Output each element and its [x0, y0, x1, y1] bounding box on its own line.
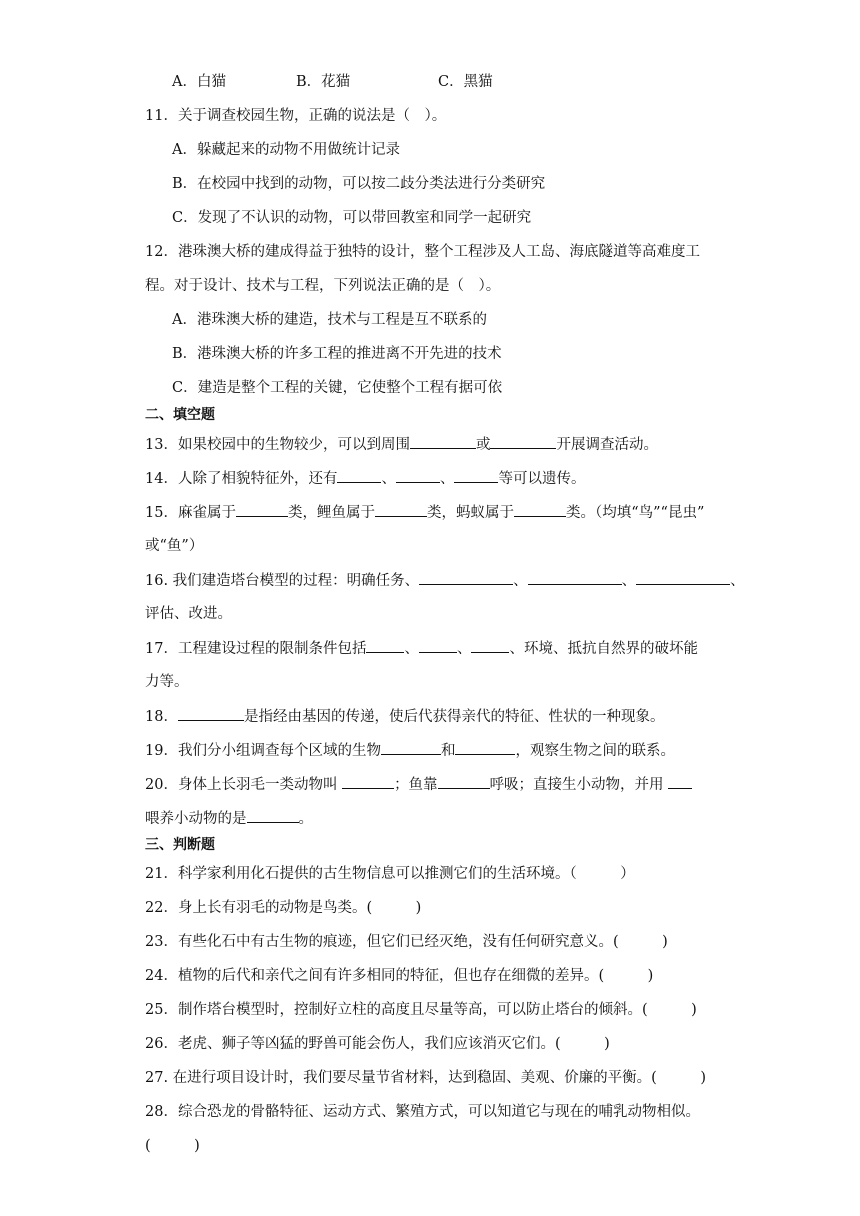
q14 [145, 468, 585, 489]
q26: 26．老虎、狮子等凶猛的野兽可能会伤人，我们应该消灭它们。( ) [145, 1036, 610, 1052]
q18-blank-1[interactable] [178, 706, 244, 721]
q17-blank-3[interactable] [471, 638, 509, 653]
q15-text-4: 类。（均填“鸟”“昆虫” [565, 505, 705, 521]
q11-option-b: B．在校园中找到的动物，可以按二歧分类法进行分类研究 [172, 176, 546, 192]
q11-option-a: A．躲藏起来的动物不用做统计记录 [172, 142, 400, 158]
q20-blank-4[interactable] [247, 808, 299, 823]
q25: 25．制作塔台模型时，控制好立柱的高度且尽量等高，可以防止塔台的倾斜。( ) [145, 1002, 697, 1018]
q19-text-3: ，观察生物之间的联系。 [515, 743, 675, 759]
q13-text-3: 开展调查活动。 [556, 437, 658, 453]
q15-text-2: 类，鲤鱼属于 [287, 505, 375, 521]
q13 [145, 434, 658, 455]
section-judgment-title: 三、判断题 [145, 837, 215, 853]
q20-blank-1[interactable] [342, 774, 394, 789]
q24: 24．植物的后代和亲代之间有许多相同的特征，但也存在细微的差异。( ) [145, 968, 654, 984]
q20-text-5: 。 [298, 811, 313, 827]
q15-text-1: 15．麻雀属于 [145, 505, 236, 521]
section-fill-in-title: 二、填空题 [145, 407, 215, 423]
q19-blank-1[interactable] [381, 740, 441, 755]
q20-text-1: 20．身体上长羽毛一类动物叫 [145, 777, 343, 793]
q18-text-2: 是指经由基因的传递，使后代获得亲代的特征、性状的一种现象。 [243, 709, 665, 725]
q20-blank-2[interactable] [438, 774, 490, 789]
q19-text-1: 19．我们分小组调查每个区域的生物 [145, 743, 381, 759]
q12-stem-line1: 12．港珠澳大桥的建成得益于独特的设计，整个工程涉及人工岛、海底隧道等高难度工 [145, 244, 700, 260]
q19 [145, 740, 675, 761]
q17-text-1: 17．工程建设过程的限制条件包括 [145, 641, 367, 657]
q13-text-2: 或 [475, 437, 491, 453]
q16-sep-2: 、 [621, 573, 637, 589]
q14-blank-1[interactable] [337, 468, 381, 483]
q12-option-b: B．港珠澳大桥的许多工程的推进离不开先进的技术 [172, 346, 502, 362]
q28-line2: ( ) [145, 1138, 200, 1154]
q13-blank-2[interactable] [490, 434, 556, 449]
q16-blank-1[interactable] [419, 570, 513, 585]
q15-line1 [145, 502, 704, 523]
q14-sep-2: 、 [439, 471, 455, 487]
q20-line1 [145, 774, 692, 795]
q20-blank-3[interactable] [668, 774, 692, 789]
q21: 21．科学家利用化石提供的古生物信息可以推测它们的生活环境。（ ） [145, 866, 635, 882]
q15-line2: 或“鱼”） [145, 538, 204, 554]
q20-text-2: ；鱼靠 [394, 777, 438, 793]
q17-text-2: 、环境、抵抗自然界的破坏能 [509, 641, 698, 657]
q17-line2: 力等。 [145, 674, 189, 690]
q14-text-1: 14．人除了相貌特征外，还有 [145, 471, 338, 487]
q28-line1: 28．综合恐龙的骨骼特征、运动方式、繁殖方式，可以知道它与现在的哺乳动物相似。 [145, 1104, 700, 1120]
q19-blank-2[interactable] [455, 740, 515, 755]
q14-text-2: 等可以遗传。 [498, 471, 586, 487]
q18 [145, 706, 664, 727]
q19-text-2: 和 [440, 743, 456, 759]
q17-blank-1[interactable] [366, 638, 404, 653]
q23: 23．有些化石中有古生物的痕迹，但它们已经灭绝，没有任何研究意义。( ) [145, 934, 668, 950]
q20-line2 [145, 808, 313, 829]
q13-blank-1[interactable] [410, 434, 476, 449]
q10-option-c: C．黑猫 [438, 74, 493, 90]
q12-option-c: C．建造是整个工程的关键，它使整个工程有据可依 [172, 380, 503, 396]
q10-options [172, 72, 493, 92]
q12-option-a: A．港珠澳大桥的建造，技术与工程是互不联系的 [172, 312, 487, 328]
q16-sep-3: 、 [730, 573, 745, 589]
q16-sep-1: 、 [513, 573, 528, 589]
q17-line1 [145, 638, 698, 659]
q15-blank-1[interactable] [236, 502, 288, 517]
q13-text-1: 13．如果校园中的生物较少，可以到周围 [145, 437, 410, 453]
q16-line1 [145, 570, 745, 591]
q16-line2: 评估、改进。 [145, 606, 232, 622]
q27: 27. 在进行项目设计时，我们要尽量节省材料，达到稳固、美观、价廉的平衡。( ) [145, 1070, 706, 1086]
q17-sep-1: 、 [404, 641, 419, 657]
q17-blank-2[interactable] [419, 638, 457, 653]
q16-blank-2[interactable] [528, 570, 622, 585]
q16-blank-3[interactable] [636, 570, 730, 585]
q22: 22．身上长有羽毛的动物是鸟类。( ) [145, 900, 422, 916]
q18-text-1: 18． [145, 709, 178, 725]
q20-text-4: 喂养小动物的是 [145, 811, 247, 827]
q15-text-3: 类，蚂蚁属于 [426, 505, 514, 521]
q10-option-b: B．花猫 [296, 74, 351, 90]
q14-blank-2[interactable] [396, 468, 440, 483]
q20-text-3: 呼吸；直接生小动物，并用 [489, 777, 669, 793]
q12-stem-line2: 程。对于设计、技术与工程，下列说法正确的是（ ）。 [145, 278, 501, 294]
q17-sep-2: 、 [456, 641, 472, 657]
q14-blank-3[interactable] [454, 468, 498, 483]
q15-blank-3[interactable] [514, 502, 566, 517]
q10-option-a: A．白猫 [172, 74, 226, 90]
q15-blank-2[interactable] [375, 502, 427, 517]
q11-stem: 11．关于调查校园生物，正确的说法是（ ）。 [145, 108, 447, 124]
q16-text-1: 16. 我们建造塔台模型的过程：明确任务、 [145, 573, 420, 589]
q14-sep-1: 、 [381, 471, 396, 487]
q11-option-c: C．发现了不认识的动物，可以带回教室和同学一起研究 [172, 210, 532, 226]
